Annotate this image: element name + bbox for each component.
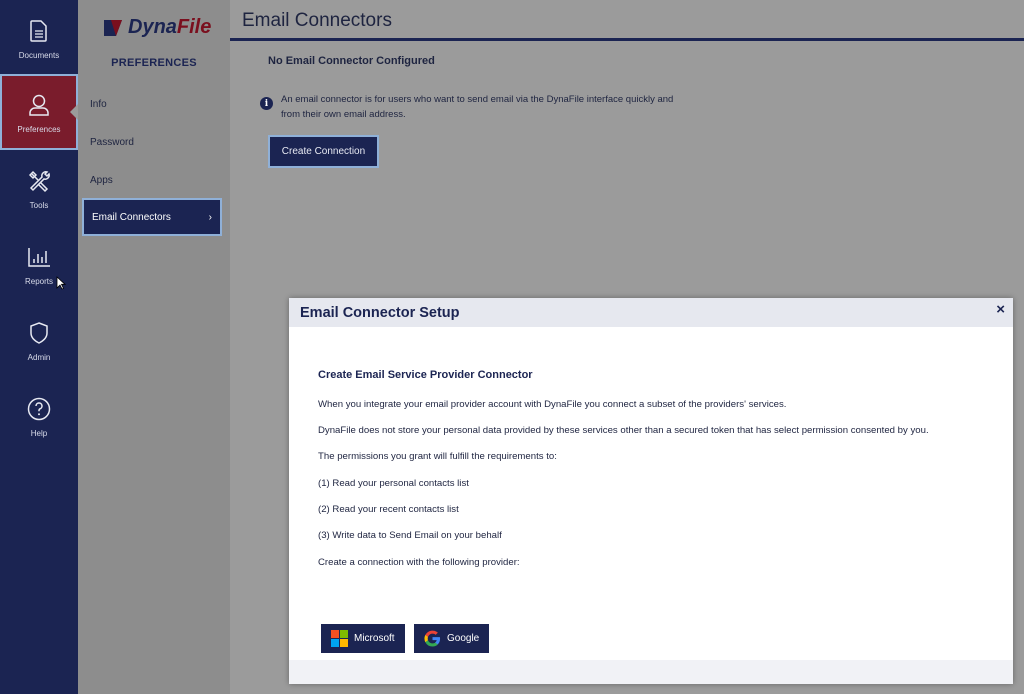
rail-label: Documents: [18, 51, 60, 60]
permission-item: (2) Read your recent contacts list: [318, 504, 459, 515]
rail-item-documents[interactable]: [0, 0, 78, 76]
preferences-panel: [78, 0, 230, 694]
rail-label: Admin: [27, 353, 51, 362]
rail-item-help[interactable]: [0, 378, 78, 454]
icon-rail: [0, 0, 78, 694]
info-icon: i: [260, 97, 273, 110]
rail-label: Tools: [29, 201, 49, 210]
page-title: Email Connectors: [242, 10, 392, 31]
modal-title: Email Connector Setup: [300, 304, 460, 321]
pref-item-label: Email Connectors: [92, 211, 171, 223]
tools-icon: [24, 166, 54, 196]
rail-item-tools[interactable]: [0, 150, 78, 226]
pref-item-password[interactable]: Password: [90, 137, 134, 148]
info-text: An email connector is for users who want to send email via the DynaFile interface quickly and from their own email address.: [281, 94, 674, 120]
permission-item: (1) Read your personal contacts list: [318, 478, 469, 489]
modal-footer: [289, 660, 1013, 684]
help-icon: [24, 394, 54, 424]
modal-header: [289, 298, 1013, 327]
close-icon[interactable]: ×: [996, 301, 1005, 318]
rail-item-admin[interactable]: [0, 302, 78, 378]
logo-suffix: File: [176, 16, 212, 38]
modal-body: [289, 327, 1013, 660]
logo-mark-icon: [102, 18, 124, 38]
email-connector-modal: [289, 298, 1013, 684]
permission-item: (3) Write data to Send Email on your behalf: [318, 530, 502, 541]
shield-icon: [24, 318, 54, 348]
reports-icon: [24, 242, 54, 272]
rail-item-reports[interactable]: [0, 226, 78, 302]
modal-paragraph: Create a connection with the following provider:: [318, 557, 520, 568]
user-icon: [24, 90, 54, 120]
microsoft-button[interactable]: [321, 624, 405, 653]
connector-status: No Email Connector Configured: [268, 55, 435, 67]
preferences-title: PREFERENCES: [111, 57, 197, 69]
modal-paragraph: When you integrate your email provider account with DynaFile you connect a subset of the providers' services.: [318, 399, 787, 410]
pref-item-info[interactable]: Info: [90, 99, 107, 110]
logo-prefix: Dyna: [128, 16, 177, 38]
google-button[interactable]: [414, 624, 489, 653]
provider-label: Microsoft: [354, 633, 395, 644]
rail-label: Help: [30, 429, 48, 438]
title-divider: [230, 38, 1024, 41]
create-connection-button[interactable]: Create Connection: [268, 135, 379, 168]
mouse-cursor-icon: [56, 276, 66, 290]
pref-item-email-connectors[interactable]: [82, 198, 222, 236]
active-notch: [70, 104, 78, 120]
rail-label: Preferences: [17, 125, 61, 134]
provider-label: Google: [447, 633, 480, 644]
document-icon: [24, 16, 54, 46]
microsoft-icon: [330, 630, 348, 648]
modal-heading: Create Email Service Provider Connector: [318, 369, 533, 381]
modal-paragraph: The permissions you grant will fulfill the requirements to:: [318, 451, 557, 462]
pref-item-apps[interactable]: Apps: [90, 175, 113, 186]
rail-item-preferences[interactable]: [0, 74, 78, 150]
rail-label: Reports: [24, 277, 53, 286]
modal-paragraph: DynaFile does not store your personal data provided by these services other than a secured token that has select permission consented by you.: [318, 425, 929, 436]
chevron-right-icon: ›: [208, 211, 212, 223]
google-icon: [423, 630, 441, 648]
dynafile-logo: [102, 16, 211, 39]
